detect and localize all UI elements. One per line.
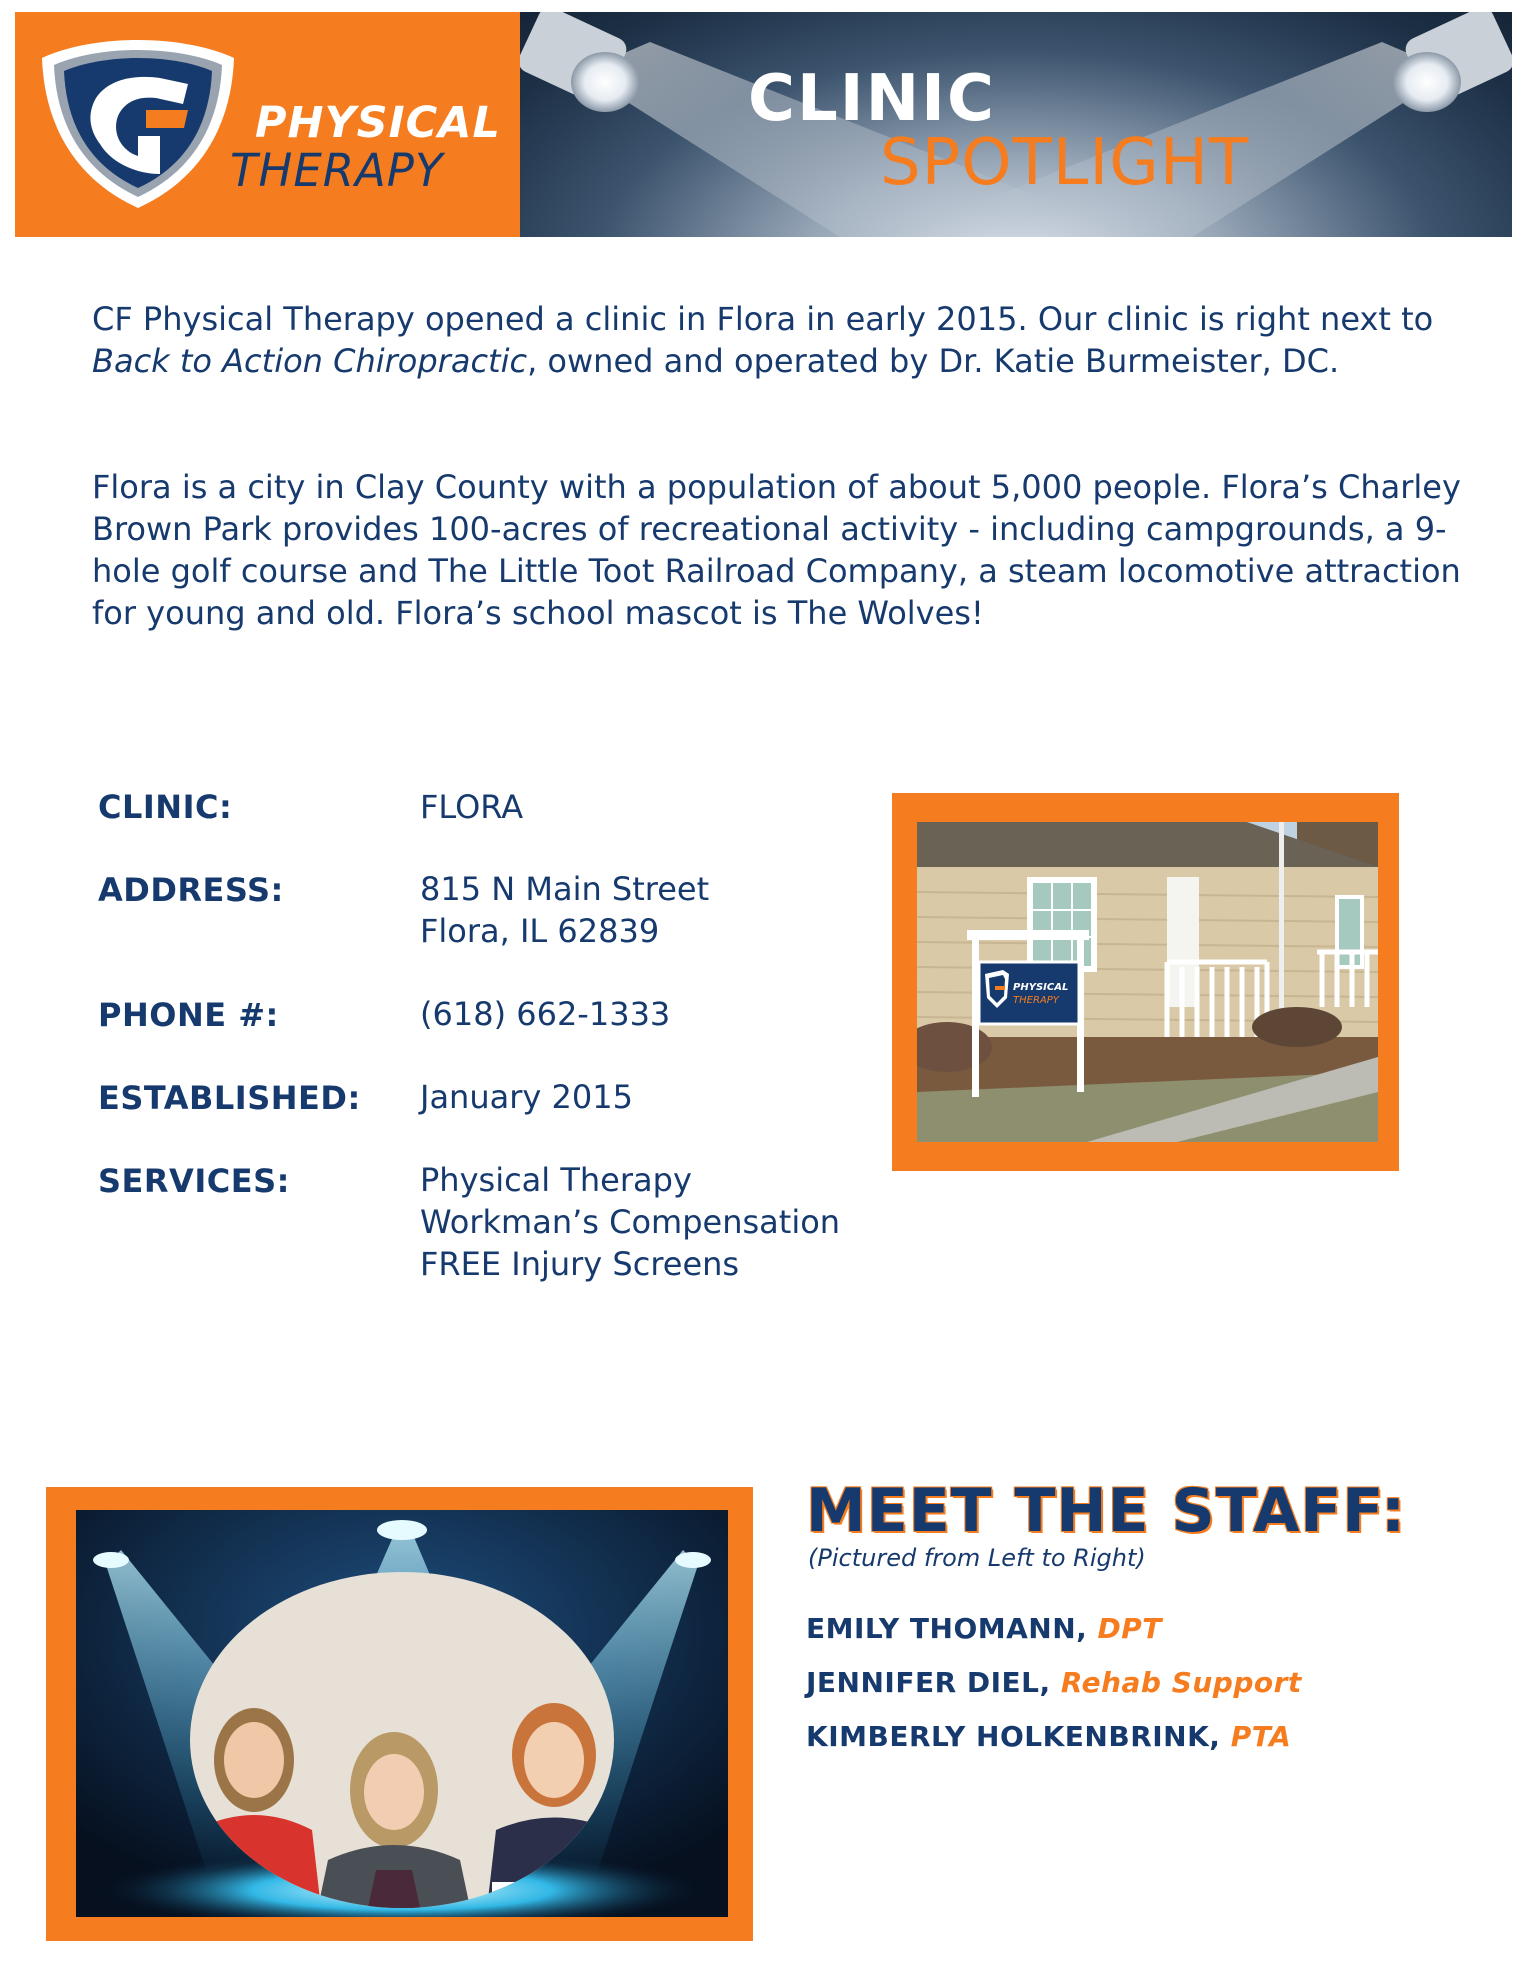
service-item: Physical Therapy	[420, 1161, 692, 1199]
clinic-value: FLORA	[420, 788, 524, 826]
right-spotlight-icon	[1393, 12, 1512, 112]
staff-name: KIMBERLY HOLKENBRINK,	[806, 1720, 1221, 1753]
staff-name: EMILY THOMANN,	[806, 1612, 1088, 1645]
address-label: ADDRESS:	[98, 871, 284, 909]
staff-member	[806, 1666, 1302, 1699]
service-item: Workman’s Compensation	[420, 1203, 841, 1241]
left-spotlight-icon	[520, 12, 639, 112]
staff-role: DPT	[1097, 1612, 1162, 1645]
staff-role: PTA	[1230, 1720, 1292, 1753]
clinic-building-illustration	[917, 822, 1378, 1142]
spotlight-beams-graphic	[520, 12, 1512, 237]
staff-group-photo	[76, 1510, 728, 1917]
address-line-1: 815 N Main Street	[420, 870, 710, 908]
spotlight-banner	[520, 12, 1512, 237]
staff-stage-illustration	[76, 1510, 728, 1917]
meet-the-staff-heading: MEET THE STAFF:	[806, 1476, 1407, 1546]
service-item: FREE Injury Screens	[420, 1245, 740, 1283]
intro-text-1: CF Physical Therapy opened a clinic in Flora in early 2015. Our clinic is right next to	[92, 300, 1434, 338]
sign-text-therapy: THERAPY	[1013, 995, 1059, 1006]
clinic-label: CLINIC:	[98, 788, 233, 826]
staff-subtitle: (Pictured from Left to Right)	[808, 1544, 1146, 1572]
flora-paragraph: Flora is a city in Clay County with a population of about 5,000 people. Flora’s Charley Brown Park provides 100-acres of recreational activity - including campgrounds, a 9-hole golf course and The Little Toot Railroad Company, a steam locomotive attraction for young and old. Flora’s school mascot is The Wolves!	[92, 468, 1461, 632]
established-value: January 2015	[420, 1078, 633, 1116]
banner-title-clinic: CLINIC	[748, 62, 996, 136]
staff-name: JENNIFER DIEL,	[806, 1666, 1051, 1699]
staff-member	[806, 1720, 1291, 1753]
services-list	[420, 1159, 840, 1285]
logo-text-physical: PHYSICAL	[255, 98, 501, 148]
logo-text-therapy: THERAPY	[230, 144, 444, 197]
established-label: ESTABLISHED:	[98, 1079, 361, 1117]
address-value	[420, 868, 709, 952]
intro-paragraph	[92, 298, 1472, 382]
chiropractic-name: Back to Action Chiropractic	[92, 342, 528, 380]
phone-value: (618) 662-1333	[420, 995, 671, 1033]
services-label: SERVICES:	[98, 1162, 290, 1200]
banner-title-spotlight: SPOTLIGHT	[880, 126, 1250, 200]
sign-text-physical: PHYSICAL	[1013, 982, 1069, 993]
staff-role: Rehab Support	[1060, 1666, 1302, 1699]
cf-shield-logo-icon	[38, 36, 238, 212]
address-line-2: Flora, IL 62839	[420, 912, 660, 950]
clinic-building-photo	[917, 822, 1378, 1142]
intro-text-2: , owned and operated by Dr. Katie Burmeister, DC.	[527, 342, 1340, 380]
phone-label: PHONE #:	[98, 996, 279, 1034]
staff-member	[806, 1612, 1162, 1645]
